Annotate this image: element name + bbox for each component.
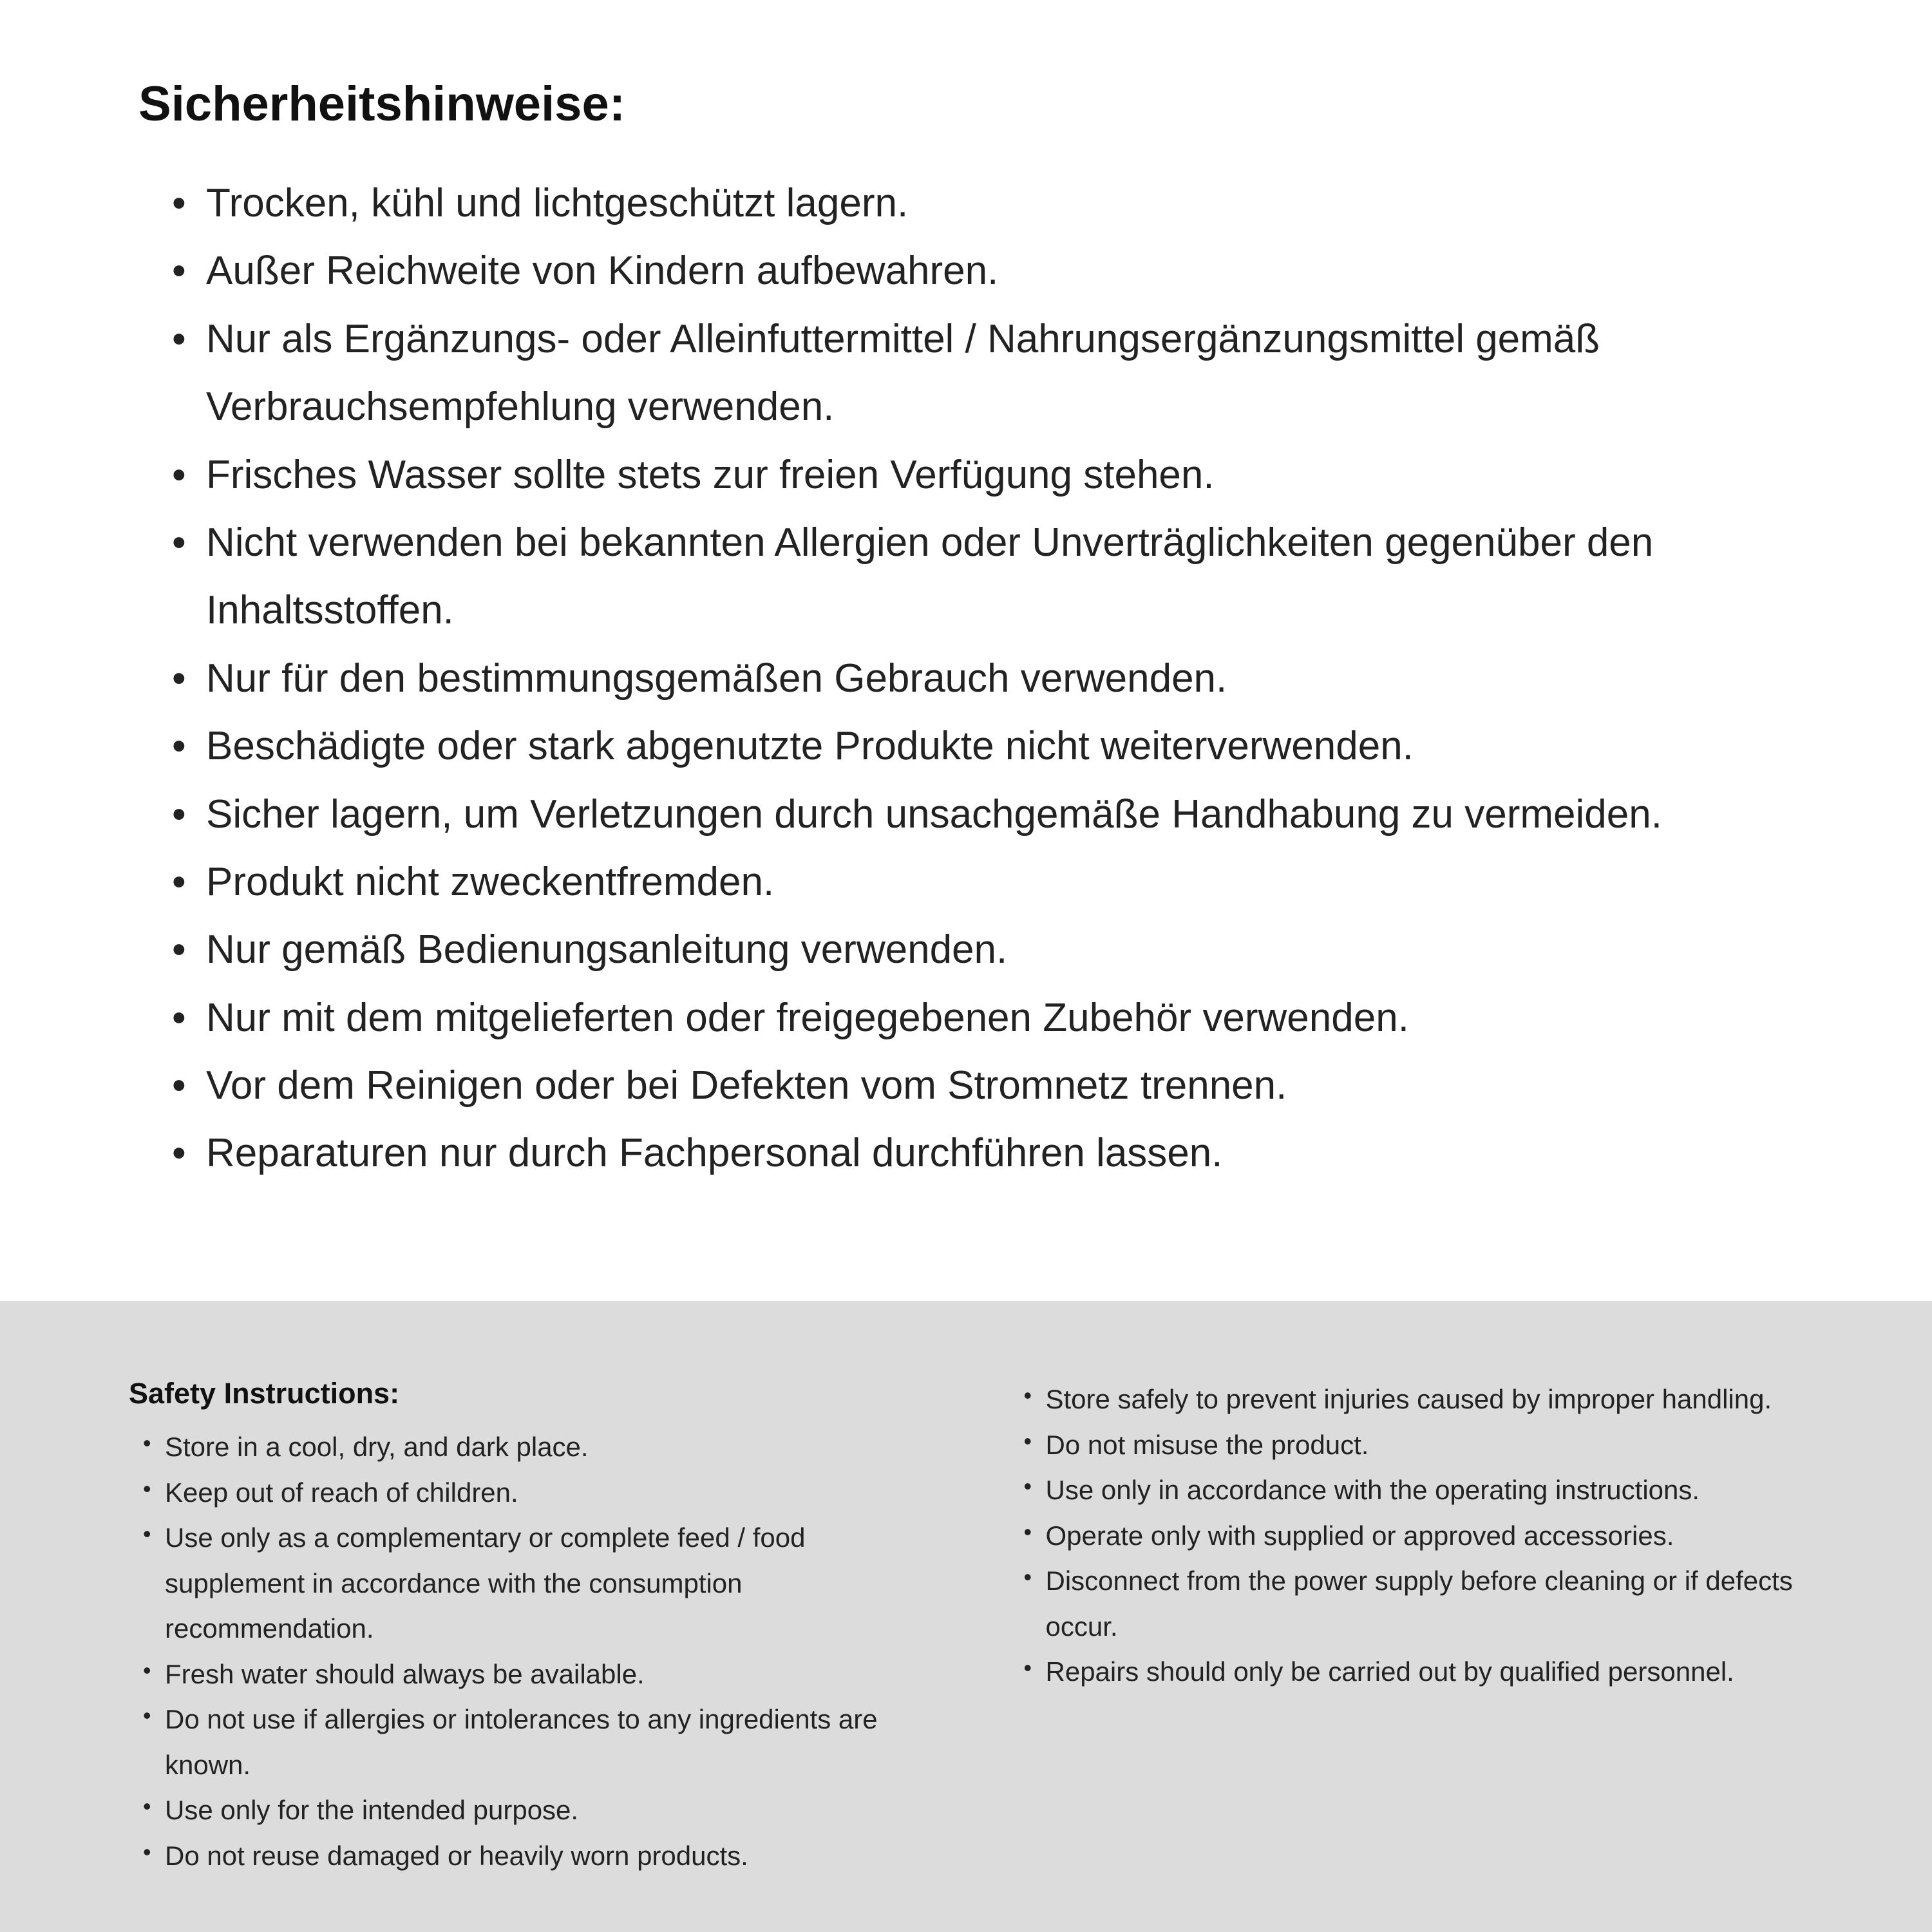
english-safety-list-item: • Operate only with supplied or approved accessories. [1010,1513,1814,1559]
english-safety-list-item: • Do not reuse damaged or heavily worn products. [129,1833,933,1879]
german-safety-list-item: • Nur gemäß Bedienungsanleitung verwenden. [138,916,1729,983]
english-safety-list-right [1010,1377,1814,1695]
english-safety-section [0,1301,1932,1932]
english-safety-list-item: • Repairs should only be carried out by qualified personnel. [1010,1649,1814,1695]
german-safety-list-item: • Produkt nicht zweckentfremden. [138,848,1729,916]
german-safety-list-item: • Trocken, kühl und lichtgeschützt lagern. [138,169,1729,237]
german-safety-list [138,169,1729,1188]
english-safety-list-item: • Store in a cool, dry, and dark place. [129,1425,933,1470]
german-safety-list-item: • Vor dem Reinigen oder bei Defekten vom Stromnetz trennen. [138,1052,1729,1119]
german-safety-list-item: • Außer Reichweite von Kindern aufbewahren. [138,237,1729,305]
english-safety-list-item: • Use only in accordance with the operating instructions. [1010,1468,1814,1513]
german-safety-list-item: • Frisches Wasser sollte stets zur freien Verfügung stehen. [138,441,1729,509]
english-safety-list-item: • Use only as a complementary or complete feed / food supplement in accordance with the consumption recommendation. [129,1515,933,1652]
english-safety-list-item: • Do not use if allergies or intolerances to any ingredients are known. [129,1697,933,1788]
english-safety-list-item: • Store safely to prevent injuries caused by improper handling. [1010,1377,1814,1423]
german-safety-list-item: • Nur als Ergänzungs- oder Alleinfuttermittel / Nahrungsergänzungsmittel gemäß Verbrauchsempfehlung verwenden. [138,305,1729,441]
german-section-title: Sicherheitshinweise: [138,77,626,131]
german-safety-list-item: • Sicher lagern, um Verletzungen durch unsachgemäße Handhabung zu vermeiden. [138,781,1729,848]
german-safety-list-item: • Nur für den bestimmungsgemäßen Gebrauch verwenden. [138,645,1729,712]
english-safety-list-item: • Fresh water should always be available. [129,1652,933,1698]
english-left-column [129,1377,933,1932]
english-safety-list-item: • Do not misuse the product. [1010,1423,1814,1468]
english-safety-list-item: • Disconnect from the power supply before cleaning or if defects occur. [1010,1558,1814,1649]
english-safety-list-item: • Keep out of reach of children. [129,1470,933,1516]
english-section-title: Safety Instructions: [129,1377,400,1410]
german-safety-list-item: • Nur mit dem mitgelieferten oder freigegebenen Zubehör verwenden. [138,984,1729,1052]
german-safety-list-item: • Beschädigte oder stark abgenutzte Produkte nicht weiterverwenden. [138,712,1729,780]
english-right-column [1010,1377,1814,1932]
english-safety-list-left [129,1425,933,1879]
english-safety-list-item: • Use only for the intended purpose. [129,1788,933,1833]
german-safety-list-item: • Nicht verwenden bei bekannten Allergien oder Unverträglichkeiten gegenüber den Inhaltsstoffen. [138,509,1729,645]
german-safety-list-item: • Reparaturen nur durch Fachpersonal durchführen lassen. [138,1119,1729,1187]
